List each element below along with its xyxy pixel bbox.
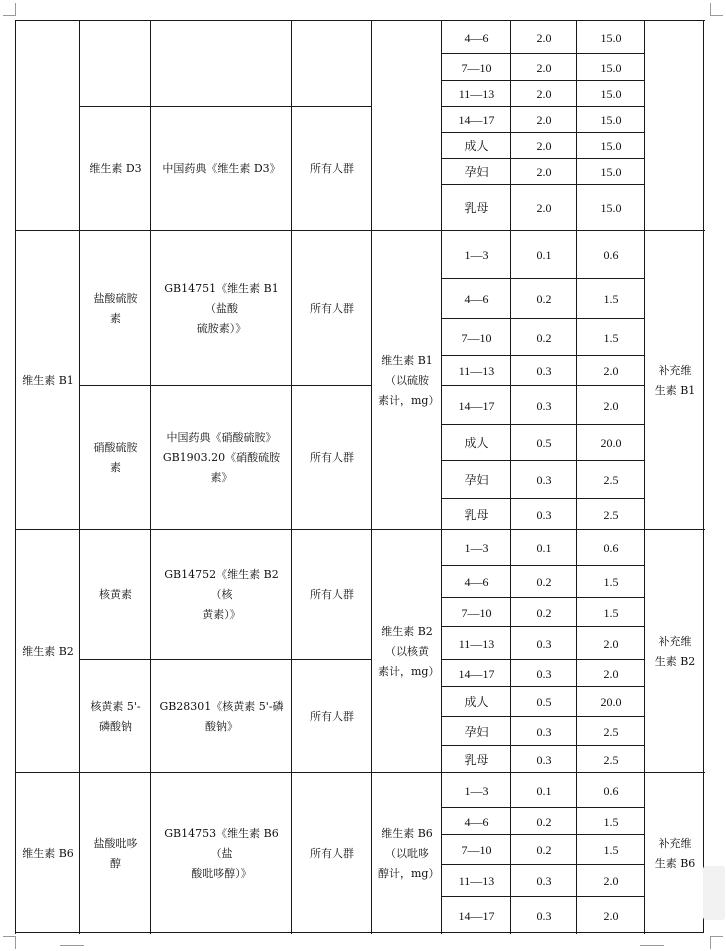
nutrient-cell: 维生素 B6: [15, 772, 80, 934]
age-group-cell: 4—6: [441, 565, 511, 598]
min-dose-cell: 0.2: [510, 318, 577, 356]
max-dose-cell: 15.0: [576, 158, 645, 185]
max-dose-cell: 20.0: [576, 686, 645, 717]
population-cell: 所有人群: [291, 230, 372, 386]
age-group-cell: 成人: [441, 132, 511, 159]
nutrient-cell: [15, 20, 80, 231]
function-cell: 补充维 生素 B2: [644, 529, 705, 773]
min-dose-cell: 0.3: [510, 659, 577, 687]
min-dose-cell: 2.0: [510, 158, 577, 185]
min-dose-cell: 0.3: [510, 385, 577, 425]
age-group-cell: 11—13: [441, 626, 511, 660]
max-dose-cell: 0.6: [576, 772, 645, 808]
basis-cell: 维生素 B1 （以硫胺 素计，mg）: [371, 230, 442, 530]
age-group-cell: 11—13: [441, 80, 511, 107]
max-dose-cell: 1.5: [576, 565, 645, 598]
footer-rule-right: [640, 945, 664, 946]
age-group-cell: 7—10: [441, 318, 511, 356]
min-dose-cell: 0.3: [510, 460, 577, 499]
age-group-cell: 孕妇: [441, 158, 511, 185]
max-dose-cell: 2.5: [576, 498, 645, 530]
function-cell: 补充维 生素 B1: [644, 230, 705, 530]
compound-name-cell: 核黄素 5'- 磷酸钠: [79, 659, 151, 773]
nutrient-cell: 维生素 B1: [15, 230, 80, 530]
age-group-cell: 14—17: [441, 106, 511, 133]
age-group-cell: 14—17: [441, 385, 511, 425]
nutrient-cell: 维生素 B2: [15, 529, 80, 773]
min-dose-cell: 2.0: [510, 184, 577, 231]
age-group-cell: 7—10: [441, 597, 511, 627]
basis-cell: [371, 20, 442, 231]
min-dose-cell: 0.3: [510, 498, 577, 530]
compound-name-cell: [79, 20, 151, 107]
max-dose-cell: 15.0: [576, 80, 645, 107]
min-dose-cell: 2.0: [510, 53, 577, 81]
standard-cell: 中国药典《维生素 D3》: [150, 106, 292, 231]
max-dose-cell: 15.0: [576, 106, 645, 133]
min-dose-cell: 0.1: [510, 230, 577, 279]
age-group-cell: 11—13: [441, 864, 511, 897]
max-dose-cell: 15.0: [576, 20, 645, 54]
basis-cell: 维生素 B6 （以吡哆 醇计，mg）: [371, 772, 442, 934]
population-cell: [291, 20, 372, 107]
age-group-cell: 7—10: [441, 53, 511, 81]
min-dose-cell: 0.3: [510, 745, 577, 773]
min-dose-cell: 2.0: [510, 106, 577, 133]
max-dose-cell: 2.0: [576, 626, 645, 660]
min-dose-cell: 0.2: [510, 565, 577, 598]
age-group-cell: 1—3: [441, 230, 511, 279]
age-group-cell: 4—6: [441, 278, 511, 319]
population-cell: 所有人群: [291, 385, 372, 530]
watermark-icon: [703, 866, 725, 920]
age-group-cell: 11—13: [441, 355, 511, 386]
compound-name-cell: 硝酸硫胺 素: [79, 385, 151, 530]
min-dose-cell: 0.3: [510, 864, 577, 897]
min-dose-cell: 0.2: [510, 278, 577, 319]
age-group-cell: 乳母: [441, 184, 511, 231]
max-dose-cell: 2.0: [576, 659, 645, 687]
min-dose-cell: 2.0: [510, 80, 577, 107]
age-group-cell: 14—17: [441, 896, 511, 934]
min-dose-cell: 0.3: [510, 896, 577, 934]
crop-mark-top-left: [3, 3, 16, 16]
standard-cell: GB14753《维生素 B6（盐 酸吡哆醇）》: [150, 772, 292, 934]
age-group-cell: 1—3: [441, 772, 511, 808]
min-dose-cell: 0.2: [510, 807, 577, 835]
min-dose-cell: 0.3: [510, 626, 577, 660]
min-dose-cell: 0.1: [510, 772, 577, 808]
standard-cell: 中国药典《硝酸硫胺》 GB1903.20《硝酸硫胺 素》: [150, 385, 292, 530]
max-dose-cell: 15.0: [576, 53, 645, 81]
max-dose-cell: 2.5: [576, 716, 645, 746]
age-group-cell: 孕妇: [441, 460, 511, 499]
compound-name-cell: 核黄素: [79, 529, 151, 660]
max-dose-cell: 2.0: [576, 864, 645, 897]
compound-name-cell: 维生素 D3: [79, 106, 151, 231]
max-dose-cell: 1.5: [576, 807, 645, 835]
max-dose-cell: 15.0: [576, 184, 645, 231]
max-dose-cell: 2.0: [576, 896, 645, 934]
min-dose-cell: 0.2: [510, 834, 577, 865]
vitamin-dosage-table: [15, 20, 703, 933]
max-dose-cell: 2.5: [576, 460, 645, 499]
footer-rule-left: [60, 945, 84, 946]
age-group-cell: 7—10: [441, 834, 511, 865]
min-dose-cell: 0.3: [510, 355, 577, 386]
population-cell: 所有人群: [291, 529, 372, 660]
age-group-cell: 4—6: [441, 20, 511, 54]
max-dose-cell: 0.6: [576, 529, 645, 566]
crop-mark-bottom-right: [710, 936, 723, 949]
min-dose-cell: 0.5: [510, 424, 577, 461]
min-dose-cell: 0.1: [510, 529, 577, 566]
table-right-border: [703, 20, 704, 933]
max-dose-cell: 1.5: [576, 278, 645, 319]
max-dose-cell: 15.0: [576, 132, 645, 159]
crop-mark-bottom-left: [3, 936, 16, 949]
age-group-cell: 成人: [441, 686, 511, 717]
max-dose-cell: 20.0: [576, 424, 645, 461]
compound-name-cell: 盐酸吡哆 醇: [79, 772, 151, 934]
min-dose-cell: 2.0: [510, 20, 577, 54]
min-dose-cell: 0.3: [510, 716, 577, 746]
max-dose-cell: 1.5: [576, 834, 645, 865]
function-cell: 补充维 生素 B6: [644, 772, 705, 934]
compound-name-cell: 盐酸硫胺 素: [79, 230, 151, 386]
population-cell: 所有人群: [291, 106, 372, 231]
min-dose-cell: 0.2: [510, 597, 577, 627]
table-bottom-border: [15, 932, 704, 933]
standard-cell: GB14751《维生素 B1（盐酸 硫胺素）》: [150, 230, 292, 386]
standard-cell: [150, 20, 292, 107]
age-group-cell: 孕妇: [441, 716, 511, 746]
max-dose-cell: 1.5: [576, 597, 645, 627]
age-group-cell: 乳母: [441, 498, 511, 530]
max-dose-cell: 2.5: [576, 745, 645, 773]
age-group-cell: 14—17: [441, 659, 511, 687]
basis-cell: 维生素 B2 （以核黄 素计，mg）: [371, 529, 442, 773]
age-group-cell: 成人: [441, 424, 511, 461]
max-dose-cell: 2.0: [576, 355, 645, 386]
population-cell: 所有人群: [291, 659, 372, 773]
min-dose-cell: 0.5: [510, 686, 577, 717]
function-cell: [644, 20, 705, 231]
age-group-cell: 乳母: [441, 745, 511, 773]
age-group-cell: 1—3: [441, 529, 511, 566]
standard-cell: GB14752《维生素 B2（核 黄素）》: [150, 529, 292, 660]
max-dose-cell: 0.6: [576, 230, 645, 279]
age-group-cell: 4—6: [441, 807, 511, 835]
max-dose-cell: 2.0: [576, 385, 645, 425]
standard-cell: GB28301《核黄素 5'-磷 酸钠》: [150, 659, 292, 773]
max-dose-cell: 1.5: [576, 318, 645, 356]
crop-mark-top-right: [710, 3, 723, 16]
min-dose-cell: 2.0: [510, 132, 577, 159]
population-cell: 所有人群: [291, 772, 372, 934]
